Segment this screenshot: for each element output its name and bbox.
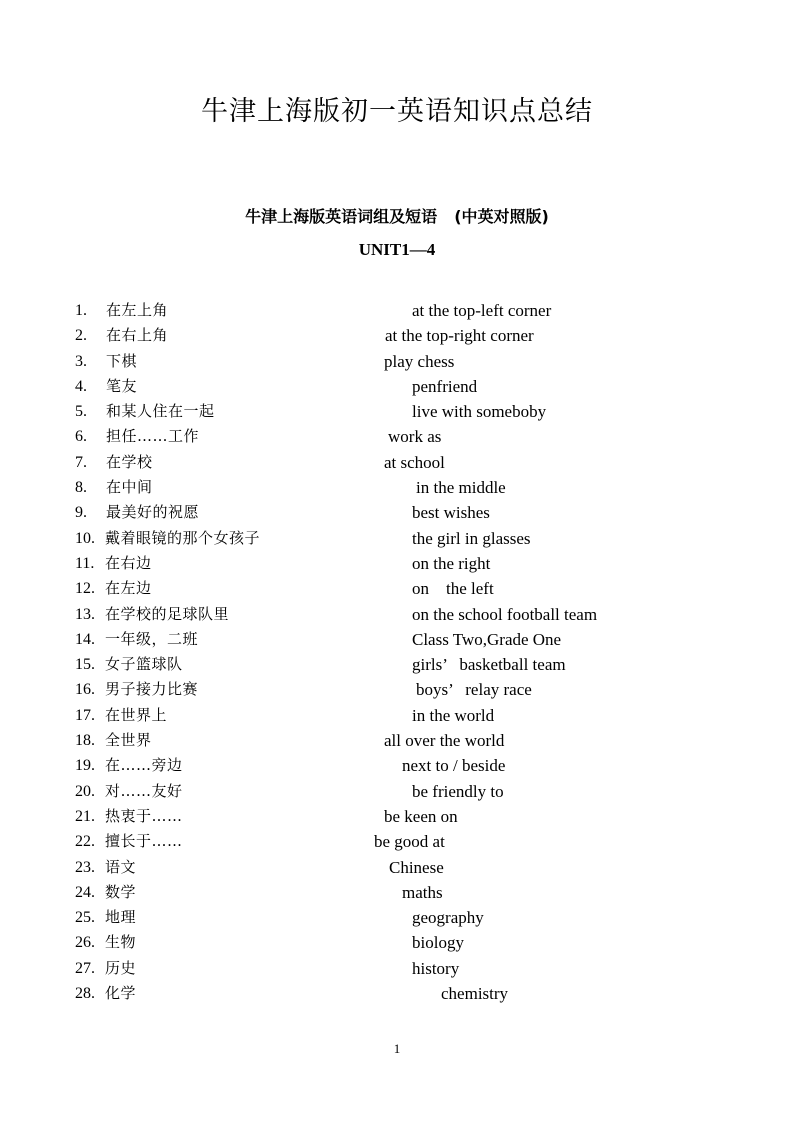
list-item <box>0 475 794 500</box>
english-term: all over the world <box>384 731 505 751</box>
item-number: 23. <box>75 858 95 876</box>
english-term: history <box>412 958 460 978</box>
list-item <box>0 323 794 348</box>
english-term: at the top-right corner <box>385 326 534 346</box>
english-term: geography <box>412 908 484 928</box>
item-number: 4. <box>75 377 87 395</box>
list-item <box>0 551 794 576</box>
chinese-term: 历史 <box>105 958 137 977</box>
item-number: 14. <box>75 630 95 648</box>
english-term: work as <box>388 427 442 447</box>
subtitle-parenthetical: (中英对照版) <box>454 207 549 226</box>
english-term: live with someboby <box>412 402 547 422</box>
chinese-term: 擅长于…… <box>105 832 183 851</box>
chinese-term: 担任……工作 <box>106 427 200 446</box>
section-subtitle <box>0 205 794 229</box>
list-item <box>0 399 794 424</box>
item-number: 15. <box>75 656 95 674</box>
english-term: play chess <box>384 351 455 371</box>
chinese-term: 数学 <box>105 882 137 901</box>
item-number: 17. <box>75 706 95 724</box>
chinese-term: 在右边 <box>105 553 152 572</box>
item-number: 12. <box>75 580 95 598</box>
list-item <box>0 500 794 525</box>
item-number: 7. <box>75 453 87 471</box>
list-item <box>0 424 794 449</box>
item-number: 25. <box>75 909 95 927</box>
list-item <box>0 880 794 905</box>
chinese-term: 和某人住在一起 <box>106 402 215 421</box>
list-item <box>0 349 794 374</box>
english-term: Class Two,Grade One <box>412 629 562 649</box>
english-term: on the school football team <box>412 604 598 624</box>
english-term: the girl in glasses <box>412 528 531 548</box>
list-item <box>0 576 794 601</box>
chinese-term: 对……友好 <box>105 781 183 800</box>
list-item <box>0 956 794 981</box>
list-item <box>0 298 794 323</box>
list-item <box>0 627 794 652</box>
item-number: 16. <box>75 681 95 699</box>
chinese-term: 在学校的足球队里 <box>105 604 230 623</box>
list-item <box>0 753 794 778</box>
item-number: 27. <box>75 959 95 977</box>
list-item <box>0 930 794 955</box>
list-item <box>0 450 794 475</box>
chinese-term: 女子篮球队 <box>105 655 183 674</box>
list-item <box>0 829 794 854</box>
english-term: on the right <box>412 553 491 573</box>
list-item <box>0 374 794 399</box>
item-number: 20. <box>75 782 95 800</box>
list-item <box>0 652 794 677</box>
chinese-term: 在世界上 <box>105 705 168 724</box>
chinese-term: 全世界 <box>105 731 152 750</box>
unit-heading: UNIT1—4 <box>358 240 436 259</box>
english-term: biology <box>412 933 464 953</box>
chinese-term: 一年级，二班 <box>105 629 199 648</box>
chinese-term: 热衷于…… <box>105 806 183 825</box>
item-number: 11. <box>75 554 95 572</box>
english-term: at school <box>384 452 445 472</box>
list-item <box>0 602 794 627</box>
list-item <box>0 855 794 880</box>
english-term: on the left <box>412 579 494 599</box>
english-term: penfriend <box>412 376 478 396</box>
chinese-term: 下棋 <box>106 351 138 370</box>
item-number: 3. <box>75 352 87 370</box>
vocab-list <box>0 298 794 1006</box>
english-term: Chinese <box>389 857 444 877</box>
chinese-term: 在……旁边 <box>105 756 183 775</box>
list-item <box>0 905 794 930</box>
chinese-term: 男子接力比赛 <box>105 680 199 699</box>
english-term: maths <box>402 882 443 902</box>
chinese-term: 生物 <box>105 933 137 952</box>
list-item <box>0 981 794 1006</box>
english-term: boys’ relay race <box>416 680 532 700</box>
chinese-term: 在学校 <box>106 452 153 471</box>
item-number: 26. <box>75 934 95 952</box>
english-term: best wishes <box>412 503 490 523</box>
item-number: 21. <box>75 807 95 825</box>
subtitle-chinese: 牛津上海版英语词组及短语 <box>245 207 438 226</box>
english-term: girls’ basketball team <box>412 655 566 675</box>
english-term: be friendly to <box>412 781 504 801</box>
item-number: 24. <box>75 883 95 901</box>
chinese-term: 语文 <box>105 857 137 876</box>
english-term: be good at <box>374 832 445 852</box>
page-number: 1 <box>393 1041 401 1056</box>
chinese-term: 在右上角 <box>106 326 169 345</box>
item-number: 10. <box>75 529 95 547</box>
item-number: 22. <box>75 833 95 851</box>
chinese-term: 在中间 <box>106 478 153 497</box>
item-number: 19. <box>75 757 95 775</box>
english-term: in the middle <box>416 478 506 498</box>
item-number: 28. <box>75 985 95 1003</box>
english-term: be keen on <box>384 806 458 826</box>
item-number: 2. <box>75 327 87 345</box>
list-item <box>0 703 794 728</box>
chinese-term: 笔友 <box>106 376 138 395</box>
item-number: 6. <box>75 428 87 446</box>
item-number: 1. <box>75 302 87 319</box>
chinese-term: 在左边 <box>105 579 152 598</box>
document-title: 牛津上海版初一英语知识点总结 <box>201 96 593 127</box>
item-number: 9. <box>75 504 87 522</box>
chinese-term: 在左上角 <box>106 301 169 319</box>
list-item <box>0 677 794 702</box>
list-item <box>0 804 794 829</box>
chinese-term: 戴着眼镜的那个女孩子 <box>105 528 261 547</box>
item-number: 13. <box>75 605 95 623</box>
item-number: 8. <box>75 479 87 497</box>
chinese-term: 地理 <box>105 908 137 927</box>
list-item <box>0 526 794 551</box>
english-term: at the top-left corner <box>412 301 552 320</box>
item-number: 18. <box>75 732 95 750</box>
english-term: in the world <box>412 705 495 725</box>
chinese-term: 最美好的祝愿 <box>106 503 200 522</box>
list-item <box>0 728 794 753</box>
english-term: chemistry <box>441 984 509 1004</box>
chinese-term: 化学 <box>105 984 137 1003</box>
list-item <box>0 779 794 804</box>
english-term: next to / beside <box>402 756 506 776</box>
item-number: 5. <box>75 403 87 421</box>
